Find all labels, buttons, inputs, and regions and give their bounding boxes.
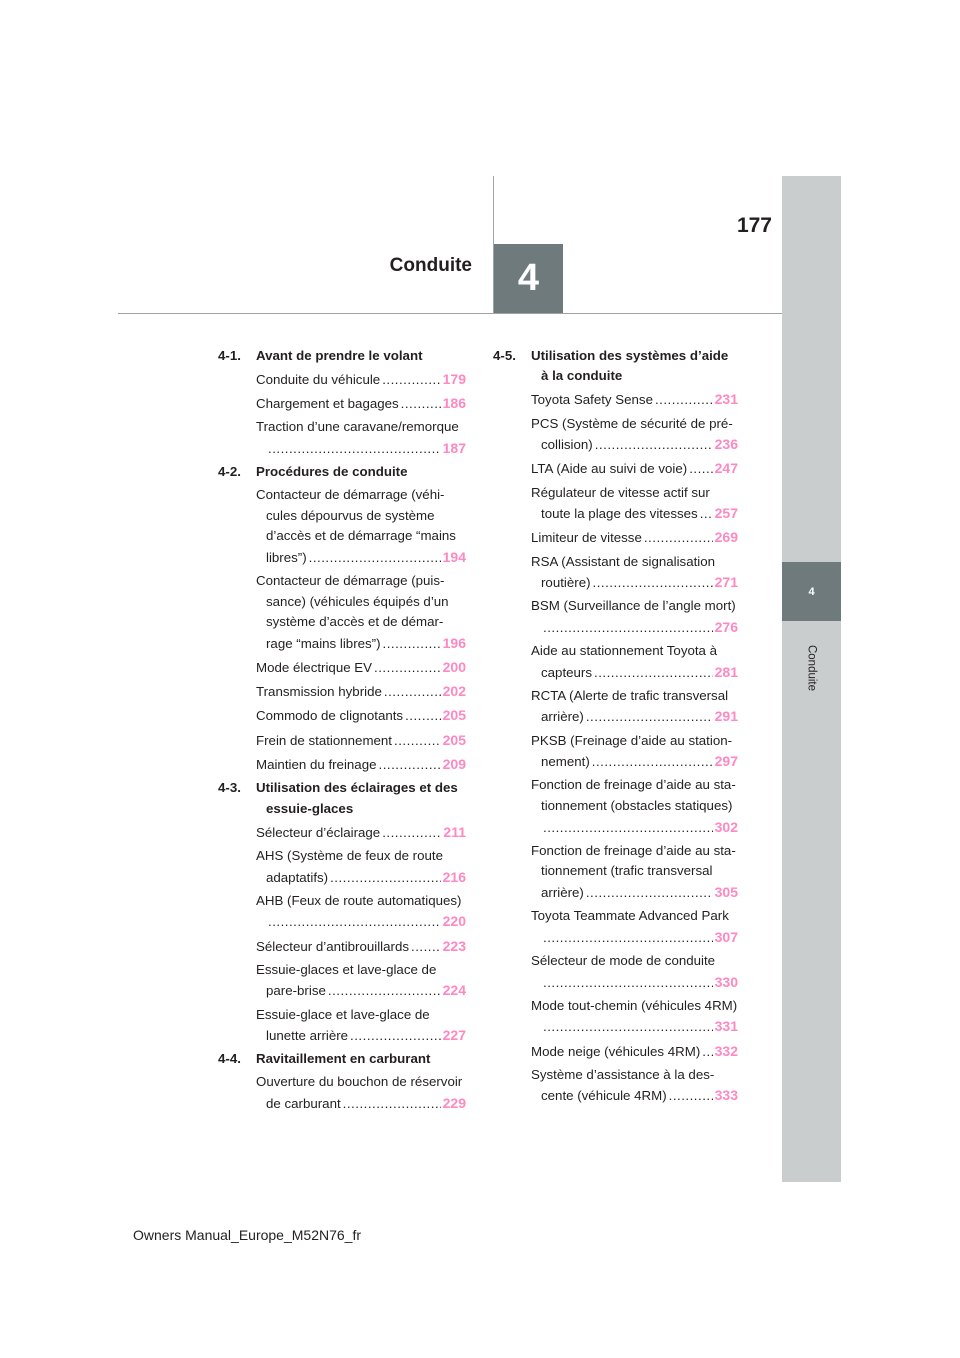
page-number: 177 [736,214,772,237]
toc-entry-text: Contacteur de démarrage (puis- [256,573,445,589]
toc-section-title: Utilisation des éclairages et des [256,780,458,795]
toc-entry-text: Fonction de freinage d’aide au sta- [531,842,736,858]
toc-entry[interactable] [218,417,466,459]
toc-entry-text: Conduite du véhicule [256,371,381,387]
toc-page-link[interactable]: 187 [442,439,466,456]
toc-entry[interactable] [218,754,466,776]
toc-entry-text: adaptatifs) [266,869,329,885]
toc-leader-dots [700,504,713,525]
toc-entry-text: RCTA (Alerte de trafic transversal [531,687,729,703]
toc-entry-lastline [531,927,738,949]
toc-entry-lastline [256,867,466,889]
toc-entry-lastline [531,503,738,525]
toc-entry-text: BSM (Surveillance de l’angle mort) [531,598,736,614]
chapter-title: Conduite [389,255,472,276]
toc-entry-text: Transmission hybride [256,684,382,700]
toc-entry[interactable] [218,846,466,888]
toc-entry[interactable] [218,393,466,415]
toc-section-title: Procédures de conduite [256,463,408,479]
toc-section-number: 4-4. [218,1051,241,1067]
toc-page-link[interactable]: 331 [714,1018,738,1035]
toc-page-link[interactable]: 229 [442,1095,466,1112]
toc-leader-dots [586,707,713,728]
toc-page-link[interactable]: 247 [714,460,738,477]
toc-entry-text: LTA (Aide au suivi de voie) [531,461,688,477]
toc-page-link[interactable]: 205 [442,731,466,748]
toc-leader-dots [586,883,713,904]
toc-entry[interactable] [218,657,466,679]
toc-entry-text: Aide au stationnement Toyota à [531,643,718,659]
toc-page-link[interactable]: 291 [714,708,738,725]
toc-entry-lastline [531,972,738,994]
toc-entry[interactable] [493,1041,738,1063]
toc-page-link[interactable]: 333 [714,1087,738,1104]
toc-entry[interactable] [493,596,738,638]
toc-entry-lastline [531,1085,738,1107]
toc-leader-dots [595,435,713,456]
toc-leader-dots [543,618,713,639]
toc-leader-dots [374,658,441,679]
toc-leader-dots [689,459,712,480]
toc-entry-text: capteurs [541,664,592,680]
toc-leader-dots [644,528,713,549]
toc-entry[interactable] [218,681,466,703]
toc-entry-text: Mode tout-chemin (véhicules 4RM) [531,997,738,1013]
toc-leader-dots [384,682,441,703]
toc-entry[interactable] [493,527,738,549]
toc-page-link[interactable]: 257 [714,505,738,522]
toc-section-heading [493,346,738,387]
toc-entry-text: Mode électrique EV [256,660,373,676]
toc-entry[interactable] [218,705,466,727]
toc-leader-dots [309,548,441,569]
toc-entry-lastline [531,817,738,839]
toc-entry-lastline [531,617,738,639]
toc-leader-dots [268,912,441,933]
toc-entry-text: rage “mains libres”) [266,635,381,651]
toc-section-number: 4-2. [218,463,241,479]
toc-entry-lastline [256,911,466,933]
toc-entry-lastline [256,681,466,703]
toc-entry-text: Ouverture du bouchon de réservoir [256,1074,463,1090]
toc-page-link[interactable]: 211 [443,823,466,840]
toc-entry-text: toute la plage des vitesses [541,506,698,522]
toc-page-link[interactable]: 205 [442,707,466,724]
toc-entry-lastline [531,1016,738,1038]
toc-entry-text: arrière) [541,709,584,725]
toc-section-heading [218,778,466,819]
toc-entry-lastline [531,882,738,904]
toc-page-link[interactable]: 186 [442,394,466,411]
toc-entry-text: Sélecteur d’éclairage [256,824,381,840]
toc-entry[interactable] [218,822,466,844]
side-tab-number[interactable]: 4 [782,562,841,621]
toc-entry[interactable] [493,906,738,948]
toc-entry[interactable] [218,1005,466,1047]
toc-entry-lastline [256,1093,466,1115]
toc-page-link[interactable]: 236 [714,436,738,453]
toc-leader-dots [330,868,441,889]
toc-entry-text: Système d’assistance à la des- [531,1066,715,1082]
toc-page-link[interactable]: 227 [442,1027,466,1044]
toc-entry-text: libres”) [266,549,307,565]
toc-entry[interactable] [493,389,738,411]
toc-entry[interactable] [218,891,466,933]
toc-entry-text: tionnement (trafic transversal [541,863,713,879]
toc-entry-text: système d’accès et de démar- [266,614,444,630]
toc-leader-dots [543,818,713,839]
toc-entry-lastline [531,389,738,411]
toc-entry-text: Essuie-glace et lave-glace de [256,1006,430,1022]
toc-section-number: 4-5. [493,347,516,363]
toc-entry[interactable] [218,730,466,752]
toc-section-title: essuie-glaces [266,800,354,816]
toc-entry-text: cente (véhicule 4RM) [541,1088,667,1104]
toc-page-link[interactable]: 224 [442,982,466,999]
toc-entry-text: RSA (Assistant de signalisation [531,553,716,569]
toc-section-heading [218,346,466,367]
toc-entry-text: lunette arrière [266,1028,349,1044]
toc-entry[interactable] [218,485,466,568]
toc-page-link[interactable]: 196 [442,634,466,651]
toc-entry[interactable] [218,571,466,654]
toc-leader-dots [350,1026,441,1047]
toc-entry-text: arrière) [541,884,584,900]
toc-page-link[interactable]: 302 [714,818,738,835]
toc-section-heading [218,462,466,483]
toc-entry-lastline [256,822,466,844]
footer-manual-id: Owners Manual_Europe_M52N76_fr [133,1227,362,1243]
toc-entry[interactable] [493,1065,738,1107]
toc-page-link[interactable]: 209 [442,755,466,772]
toc-leader-dots [379,755,441,776]
toc-entry-text: collision) [541,437,593,453]
toc-entry-lastline [256,980,466,1002]
toc-entry[interactable] [493,458,738,480]
side-tab-label: Conduite [805,644,818,692]
toc-entry-lastline [256,730,466,752]
toc-entry[interactable] [493,731,738,773]
toc-entry-lastline [531,458,738,480]
toc-page-link[interactable]: 223 [442,937,466,954]
toc-entry-lastline [531,527,738,549]
toc-page-link[interactable]: 281 [714,663,738,680]
toc-entry-lastline [256,936,466,958]
toc-page-link[interactable]: 307 [714,928,738,945]
toc-leader-dots [382,370,440,391]
toc-leader-dots [382,823,441,844]
toc-entry-text: Toyota Teammate Advanced Park [531,908,729,924]
toc-entry-text: pare-brise [266,983,326,999]
toc-page-link[interactable]: 220 [442,913,466,930]
toc-entry[interactable] [493,641,738,683]
toc-right-column [493,343,738,1107]
toc-entry[interactable] [218,960,466,1002]
toc-entry[interactable] [218,369,466,391]
toc-section-title: à la conduite [541,368,623,384]
toc-entry-lastline [256,369,466,391]
toc-entry[interactable] [493,841,738,904]
toc-entry[interactable] [493,552,738,594]
toc-page-link[interactable]: 271 [714,574,738,591]
toc-entry[interactable] [493,951,738,993]
toc-section-number: 4-3. [218,780,241,795]
toc-entry-text: AHB (Feux de route automatiques) [256,892,462,908]
toc-entry-text: Chargement et bagages [256,395,399,411]
toc-entry-lastline [256,633,466,655]
toc-leader-dots [543,973,713,994]
toc-page-link[interactable]: 332 [714,1042,738,1059]
chapter-number-box: 4 [494,244,563,313]
toc-entry-text: Limiteur de vitesse [531,530,642,546]
toc-entry-text: cules dépourvus de système [266,507,435,523]
toc-leader-dots [394,731,441,752]
toc-entry-lastline [256,547,466,569]
toc-entry[interactable] [493,775,738,838]
toc-entry-text: PCS (Système de sécurité de pré- [531,415,733,431]
toc-page-link[interactable]: 297 [714,753,738,770]
toc-section-title: Utilisation des systèmes d’aide [531,347,729,363]
toc-entry-text: Fonction de freinage d’aide au sta- [531,777,736,793]
toc-entry-lastline [531,751,738,773]
toc-page-link[interactable]: 202 [442,683,466,700]
toc-entry-text: Contacteur de démarrage (véhi- [256,487,445,503]
toc-entry-text: Maintien du freinage [256,756,377,772]
toc-leader-dots [669,1086,713,1107]
toc-entry-text: Mode neige (véhicules 4RM) [531,1043,701,1059]
toc-entry[interactable] [218,936,466,958]
toc-leader-dots [328,981,441,1002]
toc-entry-text: routière) [541,575,591,591]
toc-leader-dots [343,1094,441,1115]
toc-leader-dots [411,937,441,958]
toc-page-link[interactable]: 194 [442,548,466,565]
toc-entry-text: Régulateur de vitesse actif sur [531,484,710,500]
toc-leader-dots [405,706,441,727]
toc-entry-lastline [531,572,738,594]
toc-entry-text: Sélecteur d’antibrouillards [256,938,409,954]
toc-leader-dots [702,1042,712,1063]
toc-entry-lastline [256,754,466,776]
toc-page-link[interactable]: 269 [714,529,738,546]
toc-entry-text: sance) (véhicules équipés d’un [266,593,449,609]
toc-entry-text: Commodo de clignotants [256,708,404,724]
toc-left-column [218,343,466,1115]
toc-entry[interactable] [218,1072,466,1114]
toc-entry-text: tionnement (obstacles statiques) [541,798,733,813]
toc-section-title: Avant de prendre le volant [256,347,423,363]
toc-entry-text: Essuie-glaces et lave-glace de [256,961,437,977]
toc-entry-lastline [256,1025,466,1047]
toc-page-link[interactable]: 231 [714,391,738,408]
toc-entry[interactable] [493,996,738,1038]
toc-entry-text: Traction d’une caravane/remorque [256,419,459,435]
toc-page-link[interactable]: 305 [714,883,738,900]
header-horizontal-rule [118,313,782,314]
toc-leader-dots [593,573,713,594]
toc-entry-text: Frein de stationnement [256,732,393,748]
toc-entry-lastline [531,434,738,456]
toc-entry-text: de carburant [266,1096,341,1112]
toc-entry-text: Toyota Safety Sense [531,392,653,408]
toc-leader-dots [401,394,441,415]
toc-entry-text: PKSB (Freinage d’aide au station- [531,732,733,748]
toc-entry-lastline [531,662,738,684]
toc-leader-dots [592,752,713,773]
toc-page-link[interactable]: 276 [714,618,738,635]
toc-leader-dots [383,634,441,655]
toc-page-link[interactable]: 216 [442,868,466,885]
toc-entry-text: d’accès et de démarrage “mains [266,528,456,544]
toc-leader-dots [543,1017,713,1038]
toc-entry-lastline [531,706,738,728]
toc-entry[interactable] [493,483,738,525]
toc-entry-text: AHS (Système de feux de route [256,847,443,863]
toc-entry-text: Sélecteur de mode de conduite [531,952,716,968]
toc-entry[interactable] [493,686,738,728]
toc-entry-lastline [256,393,466,415]
toc-leader-dots [655,390,713,411]
toc-leader-dots [543,928,713,949]
toc-page-link[interactable]: 200 [442,659,466,676]
toc-section-number: 4-1. [218,347,241,363]
toc-entry-lastline [531,1041,738,1063]
toc-leader-dots [268,439,441,460]
toc-entry-lastline [256,438,466,460]
toc-page-link[interactable]: 330 [714,973,738,990]
toc-section-heading [218,1049,466,1070]
toc-entry[interactable] [493,414,738,456]
toc-page-link[interactable]: 179 [442,370,466,387]
toc-entry-lastline [256,705,466,727]
toc-section-title: Ravitaillement en carburant [256,1051,431,1067]
toc-entry-lastline [256,657,466,679]
toc-leader-dots [594,663,713,684]
toc-entry-text: nement) [541,754,590,770]
